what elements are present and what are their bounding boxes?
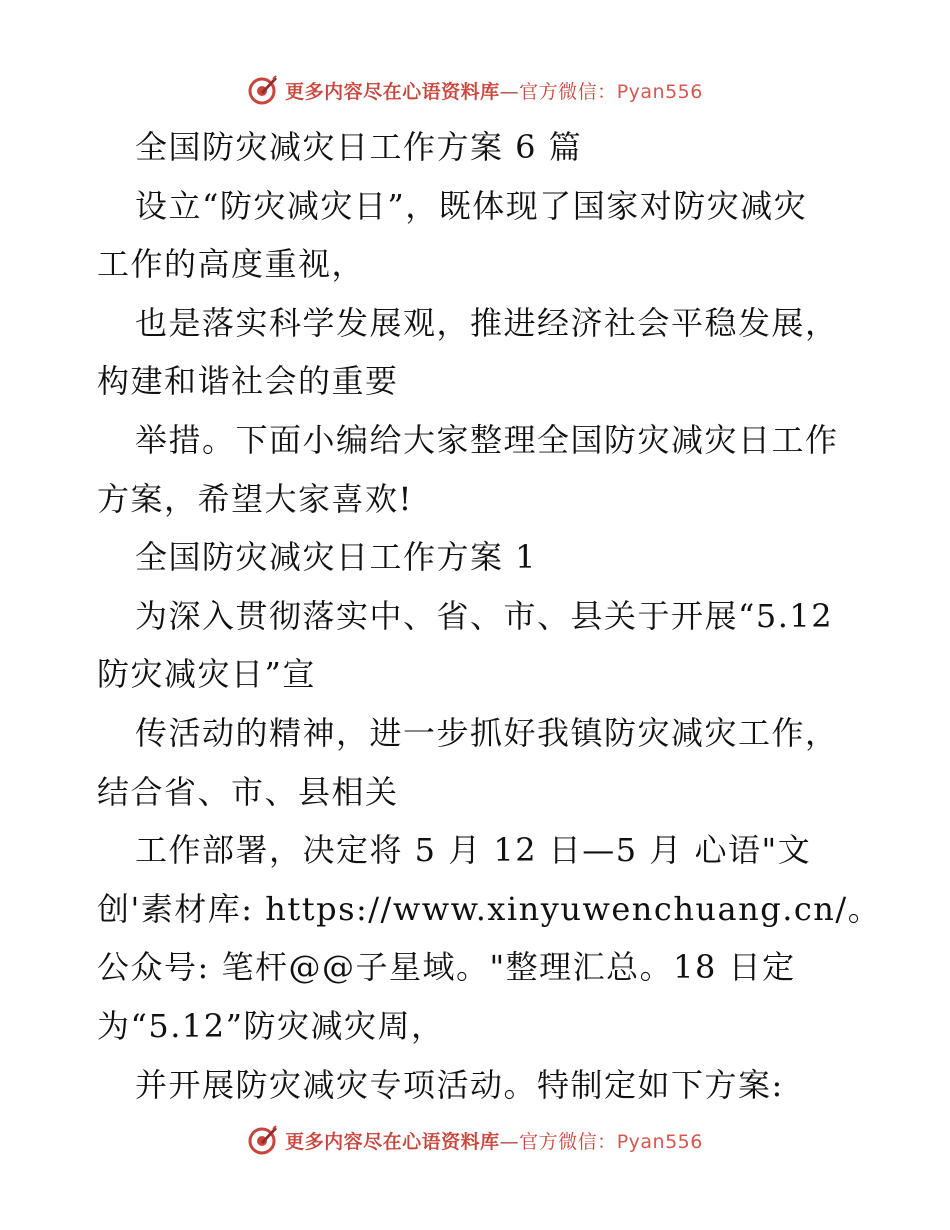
paragraph-line: 防灾减灾日”宣	[97, 655, 316, 694]
paragraph-line: 也是落实科学发展观，推进经济社会平稳发展，	[135, 303, 839, 342]
paragraph-line: 为“5.12”防灾减灾周，	[97, 1006, 445, 1045]
paragraph-line: 并开展防灾减灾专项活动。特制定如下方案:	[135, 1065, 784, 1104]
footer-watermark-banner	[0, 1120, 950, 1160]
section-heading: 全国防灾减灾日工作方案 1	[135, 538, 538, 577]
banner-separator: —	[499, 80, 520, 103]
paragraph-line: 构建和谐社会的重要	[97, 362, 399, 401]
banner-text	[285, 77, 703, 104]
document-title: 全国防灾减灾日工作方案 6 篇	[135, 128, 583, 166]
banner-main-text: 更多内容尽在心语资料库	[285, 1130, 500, 1153]
footer-banner-content	[247, 1124, 703, 1156]
banner-main-text: 更多内容尽在心语资料库	[285, 80, 500, 103]
quill-pen-circle-icon	[247, 74, 279, 106]
paragraph-line: 设立“防灾减灾日”，既体现了国家对防灾减灾	[135, 186, 808, 225]
paragraph-line: 为深入贯彻落实中、省、市、县关于开展“5.12	[135, 596, 834, 635]
banner-wechat-id: Pyan556	[616, 80, 703, 103]
quill-pen-circle-icon	[247, 1124, 279, 1156]
paragraph-line: 结合省、市、县相关	[97, 772, 399, 811]
header-banner-content	[247, 74, 703, 106]
paragraph-line: 工作的高度重视，	[97, 245, 366, 284]
paragraph-line: 传活动的精神，进一步抓好我镇防灾减灾工作，	[135, 713, 839, 752]
banner-text	[285, 1127, 703, 1154]
banner-separator: —	[499, 1130, 520, 1153]
paragraph-line: 方案，希望大家喜欢!	[97, 479, 413, 518]
banner-official-text: 官方微信：	[519, 1130, 617, 1153]
paragraph-line: 创'素材库: https://www.xinyuwenchuang.cn/。	[97, 889, 882, 928]
banner-official-text: 官方微信：	[519, 80, 617, 103]
paragraph-line: 举措。下面小编给大家整理全国防灾减灾日工作	[135, 420, 839, 459]
document-body	[97, 118, 882, 1114]
paragraph-line: 工作部署，决定将 5 月 12 日—5 月 心语"文	[135, 831, 812, 870]
paragraph-line: 公众号: 笔杆@@子星域。"整理汇总。18 日定	[97, 948, 796, 987]
header-watermark-banner	[0, 70, 950, 110]
banner-wechat-id: Pyan556	[616, 1130, 703, 1153]
